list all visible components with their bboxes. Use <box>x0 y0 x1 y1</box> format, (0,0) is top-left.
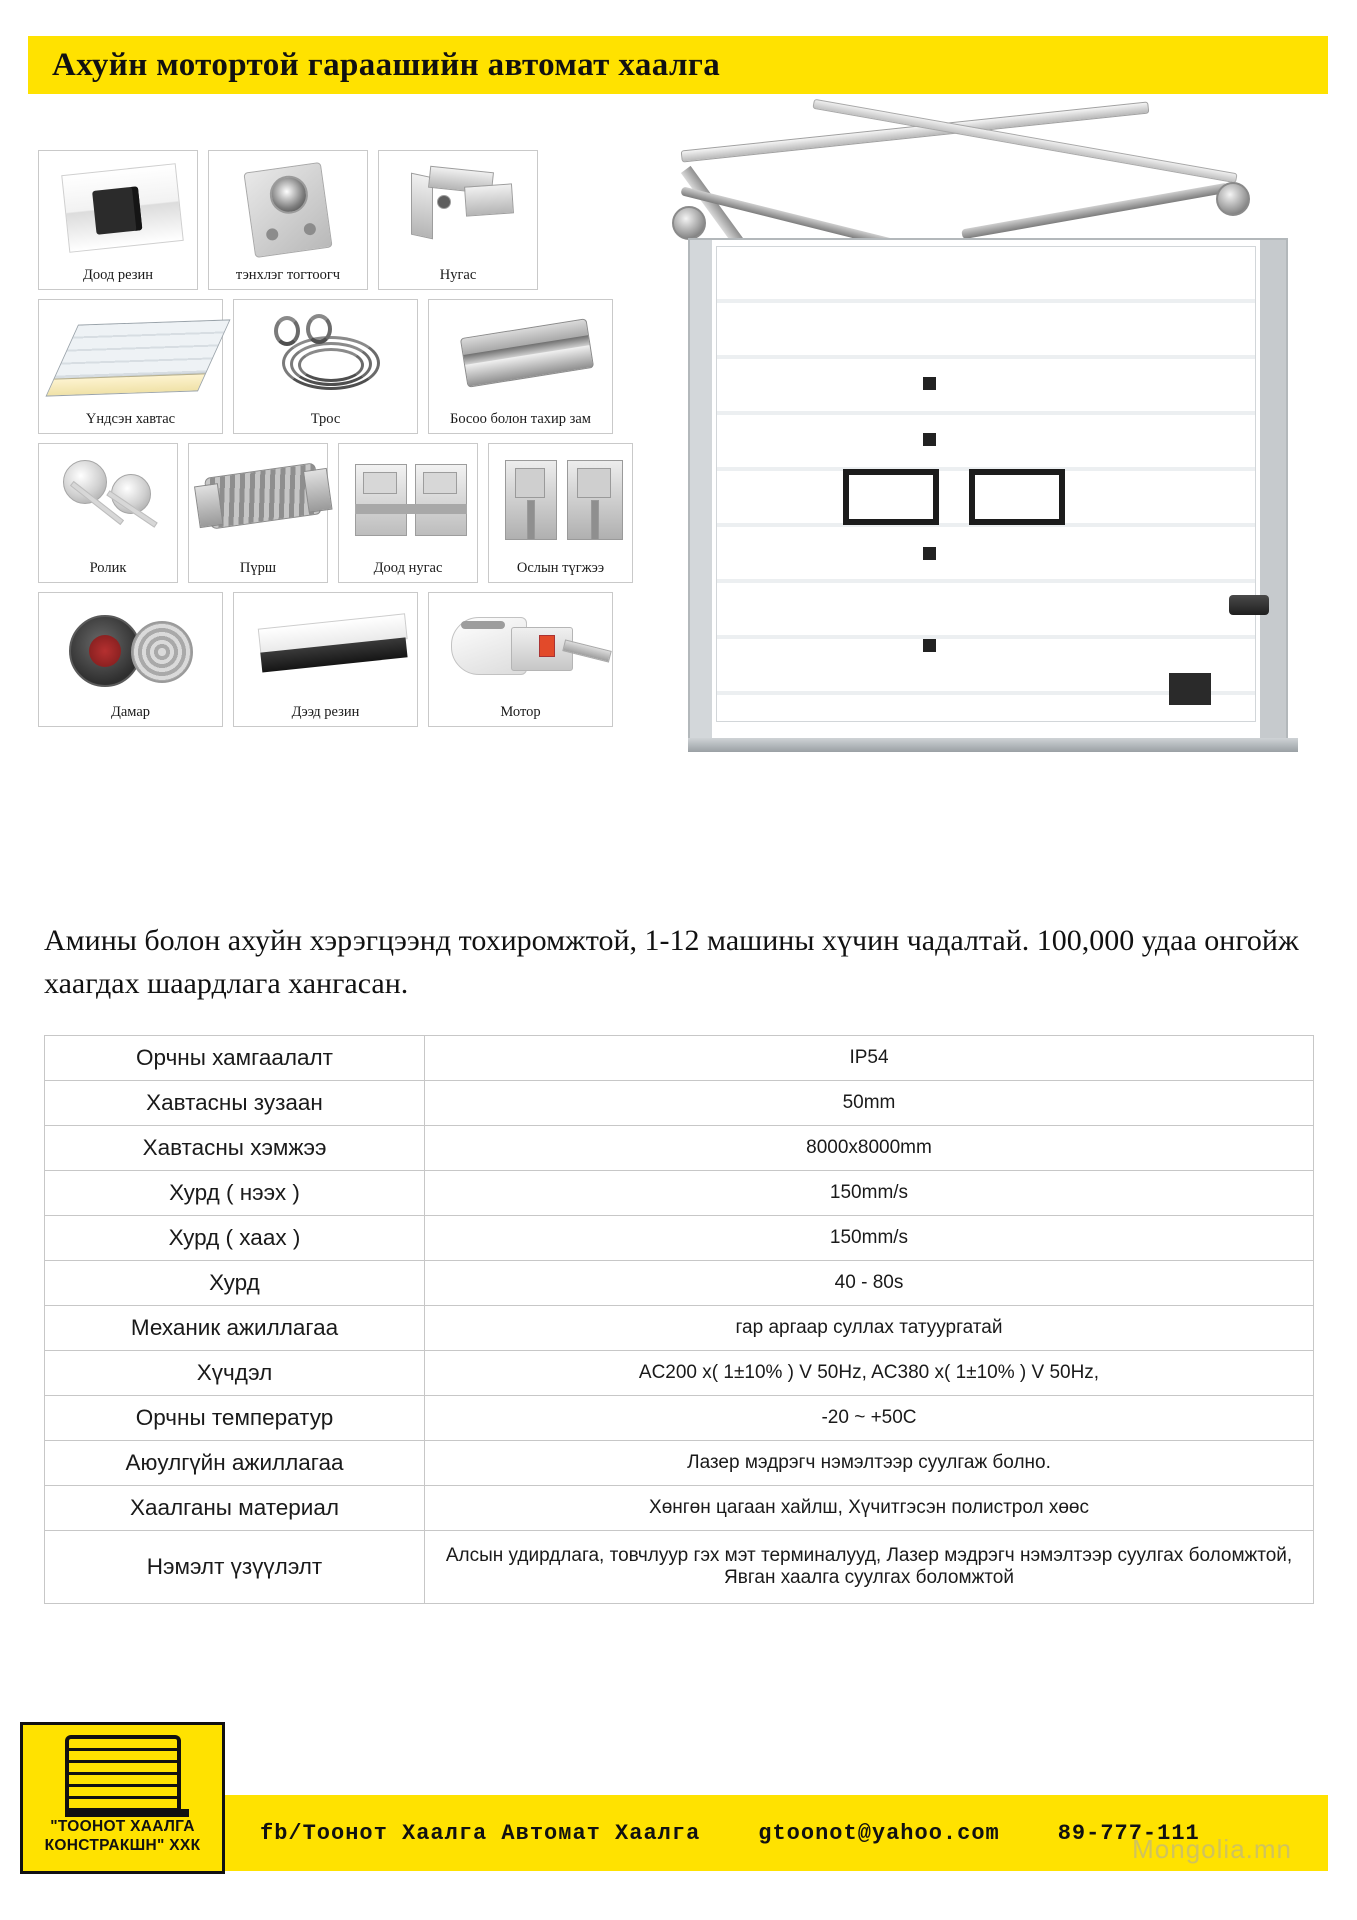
main-panel-image <box>43 306 218 408</box>
part-roller <box>38 443 178 583</box>
part-caption: Ослын түгжээ <box>516 559 605 576</box>
specification-table <box>44 1035 1314 1604</box>
part-spring <box>188 443 328 583</box>
spec-value: Лазер мэдрэгч нэмэлтээр суулгаж болно. <box>425 1441 1314 1486</box>
balance-holder-image <box>213 157 363 264</box>
part-hinge <box>378 150 538 290</box>
header-banner <box>28 36 1328 94</box>
part-drum <box>38 592 223 727</box>
panel-stud <box>923 547 936 560</box>
table-row <box>45 1486 1314 1531</box>
spec-key: Орчны температур <box>45 1396 425 1441</box>
part-caption: Дээд резин <box>291 703 360 720</box>
garage-door-photo <box>660 110 1320 760</box>
table-row <box>45 1441 1314 1486</box>
spec-value: гар аргаар суллах татуургатай <box>425 1306 1314 1351</box>
spec-value: Алсын удирдлага, товчлуур гэх мэт терминалууд, Лазер мэдрэгч нэмэлтээр суулгах боломжтой, Явган хаалга суулгах боломжтой <box>425 1531 1314 1604</box>
spec-key: Хурд ( нээх ) <box>45 1171 425 1216</box>
panel-stud <box>923 377 936 390</box>
table-row <box>45 1531 1314 1604</box>
part-track <box>428 299 613 434</box>
part-caption: Доод нугас <box>373 559 443 576</box>
part-caption: Доод резин <box>82 266 154 283</box>
part-caption: Дамар <box>110 703 151 720</box>
gallery-row <box>38 592 648 727</box>
table-row <box>45 1261 1314 1306</box>
door-window-right <box>969 469 1065 525</box>
company-name <box>45 1817 201 1856</box>
part-caption: Үндсэн хавтас <box>85 410 176 427</box>
part-main-panel <box>38 299 223 434</box>
page-title: Ахуйн мотортой гараашийн автомат хаалга <box>52 46 721 83</box>
spring-image <box>193 450 323 557</box>
spec-key: Хүчдэл <box>45 1351 425 1396</box>
gallery-row <box>38 150 648 290</box>
motor-image <box>451 611 626 713</box>
spec-value: 40 - 80s <box>425 1261 1314 1306</box>
panel-stud <box>923 639 936 652</box>
spec-key: Механик ажиллагаа <box>45 1306 425 1351</box>
top-rubber-image <box>238 599 413 701</box>
door-handle <box>1229 595 1269 615</box>
door-frame <box>688 238 1288 750</box>
product-description: Амины болон ахуйн хэрэгцээнд тохиромжтой, 1-12 машины хүчин чадалтай. 100,000 удаа онгойж хаагдах шаардлага хангасан. <box>44 924 1299 1000</box>
part-caption: Ролик <box>89 559 127 576</box>
door-panels <box>716 246 1256 722</box>
spec-value: AC200 x( 1±10% ) V 50Hz, AC380 x( 1±10% ) V 50Hz, <box>425 1351 1314 1396</box>
roller-image <box>59 458 189 565</box>
spec-value: -20 ~ +50C <box>425 1396 1314 1441</box>
part-caption: Нугас <box>439 266 477 283</box>
table-row <box>45 1036 1314 1081</box>
part-caption: Пүрш <box>239 559 277 576</box>
spec-key: Орчны хамгаалалт <box>45 1036 425 1081</box>
part-motor <box>428 592 613 727</box>
hinge-image <box>411 169 561 276</box>
company-name-line2: КОНСТРАКШН" ХХК <box>44 1837 201 1855</box>
part-caption: тэнхлэг тогтоогч <box>235 266 341 283</box>
part-bottom-rubber <box>38 150 198 290</box>
part-top-rubber <box>233 592 418 727</box>
garage-door-logo-icon <box>65 1735 181 1809</box>
spec-value: 150mm/s <box>425 1216 1314 1261</box>
email-address[interactable]: gtoonot@yahoo.com <box>758 1820 1000 1846</box>
table-row <box>45 1081 1314 1126</box>
spec-key: Аюулгүйн ажиллагаа <box>45 1441 425 1486</box>
company-name-line1: "ТООНОТ ХААЛГА <box>50 1818 195 1835</box>
door-plate <box>1169 673 1211 705</box>
part-low-hinge <box>338 443 478 583</box>
phone-number[interactable]: 89-777-111 <box>1057 1820 1200 1846</box>
spec-value: IP54 <box>425 1036 1314 1081</box>
table-row <box>45 1306 1314 1351</box>
hub-left <box>672 206 706 240</box>
spec-key: Хурд <box>45 1261 425 1306</box>
spec-value: 150mm/s <box>425 1171 1314 1216</box>
safety-lock-image <box>501 456 636 563</box>
spec-key: Хурд ( хаах ) <box>45 1216 425 1261</box>
gallery-row <box>38 299 648 434</box>
door-window-left <box>843 469 939 525</box>
spec-key: Нэмэлт үзүүлэлт <box>45 1531 425 1604</box>
part-caption: Трос <box>310 410 341 427</box>
part-cable <box>233 299 418 434</box>
table-row <box>45 1396 1314 1441</box>
gallery-row <box>38 443 648 583</box>
watermark: Mongolia.mn <box>1132 1834 1292 1864</box>
spec-value: Хөнгөн цагаан хайлш, Хүчитгэсэн полистрол хөөс <box>425 1486 1314 1531</box>
table-row <box>45 1126 1314 1171</box>
panel-stud <box>923 433 936 446</box>
cable-image <box>268 314 443 416</box>
table-row <box>45 1171 1314 1216</box>
company-logo <box>20 1722 225 1874</box>
floor-line <box>688 738 1298 752</box>
spec-key: Хавтасны хэмжээ <box>45 1126 425 1171</box>
part-caption: Босоо болон тахир зам <box>450 410 591 427</box>
bottom-rubber-image <box>43 157 193 264</box>
drum-image <box>69 609 244 711</box>
low-hinge-image <box>353 458 483 565</box>
spring-right <box>961 183 1229 240</box>
part-caption: Мотор <box>500 703 541 720</box>
part-safety-lock <box>488 443 633 583</box>
facebook-page[interactable]: fb/Тоонот Хаалга Автомат Хаалга <box>260 1820 701 1846</box>
spec-value: 50mm <box>425 1081 1314 1126</box>
spec-key: Хаалганы материал <box>45 1486 425 1531</box>
table-row <box>45 1216 1314 1261</box>
spec-value: 8000x8000mm <box>425 1126 1314 1171</box>
parts-gallery <box>38 150 648 736</box>
spec-key: Хавтасны зузаан <box>45 1081 425 1126</box>
table-row <box>45 1351 1314 1396</box>
part-balance-holder <box>208 150 368 290</box>
track-image <box>433 306 608 408</box>
hub-right <box>1216 182 1250 216</box>
